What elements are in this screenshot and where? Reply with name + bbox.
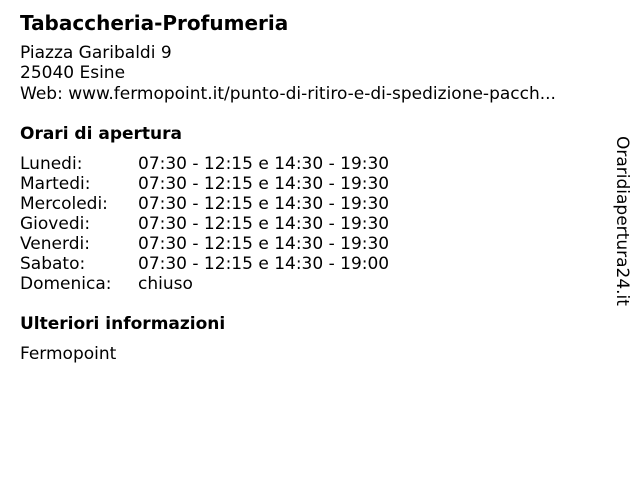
opening-hours-heading: Orari di apertura [20,124,182,144]
time-value: chiuso [138,274,193,294]
time-value: 07:30 - 12:15 e 14:30 - 19:30 [138,234,390,254]
hours-row-wednesday [20,194,440,214]
site-watermark: Oraridiapertura24.it [612,136,632,306]
time-value: 07:30 - 12:15 e 14:30 - 19:00 [138,254,390,274]
time-value: 07:30 - 12:15 e 14:30 - 19:30 [138,174,390,194]
day-label: Lunedi: [20,154,83,174]
hours-row-thursday [20,214,440,234]
website-link[interactable]: Web: www.fermopoint.it/punto-di-ritiro-e-di-spedizione-pacch... [20,84,556,104]
hours-row-friday [20,234,440,254]
time-value: 07:30 - 12:15 e 14:30 - 19:30 [138,194,390,214]
address-street: Piazza Garibaldi 9 [20,43,172,63]
day-label: Giovedi: [20,214,91,234]
business-name: Tabaccheria-Profumeria [20,11,289,35]
address-city: 25040 Esine [20,63,126,83]
opening-hours-list [20,154,440,294]
hours-row-monday [20,154,440,174]
day-label: Sabato: [20,254,86,274]
hours-row-tuesday [20,174,440,194]
further-info-heading: Ulteriori informazioni [20,314,226,334]
hours-row-saturday [20,254,440,274]
day-label: Martedi: [20,174,91,194]
hours-row-sunday [20,274,440,294]
further-info-text: Fermopoint [20,344,117,364]
day-label: Venerdi: [20,234,90,254]
day-label: Mercoledi: [20,194,108,214]
time-value: 07:30 - 12:15 e 14:30 - 19:30 [138,154,390,174]
day-label: Domenica: [20,274,112,294]
time-value: 07:30 - 12:15 e 14:30 - 19:30 [138,214,390,234]
